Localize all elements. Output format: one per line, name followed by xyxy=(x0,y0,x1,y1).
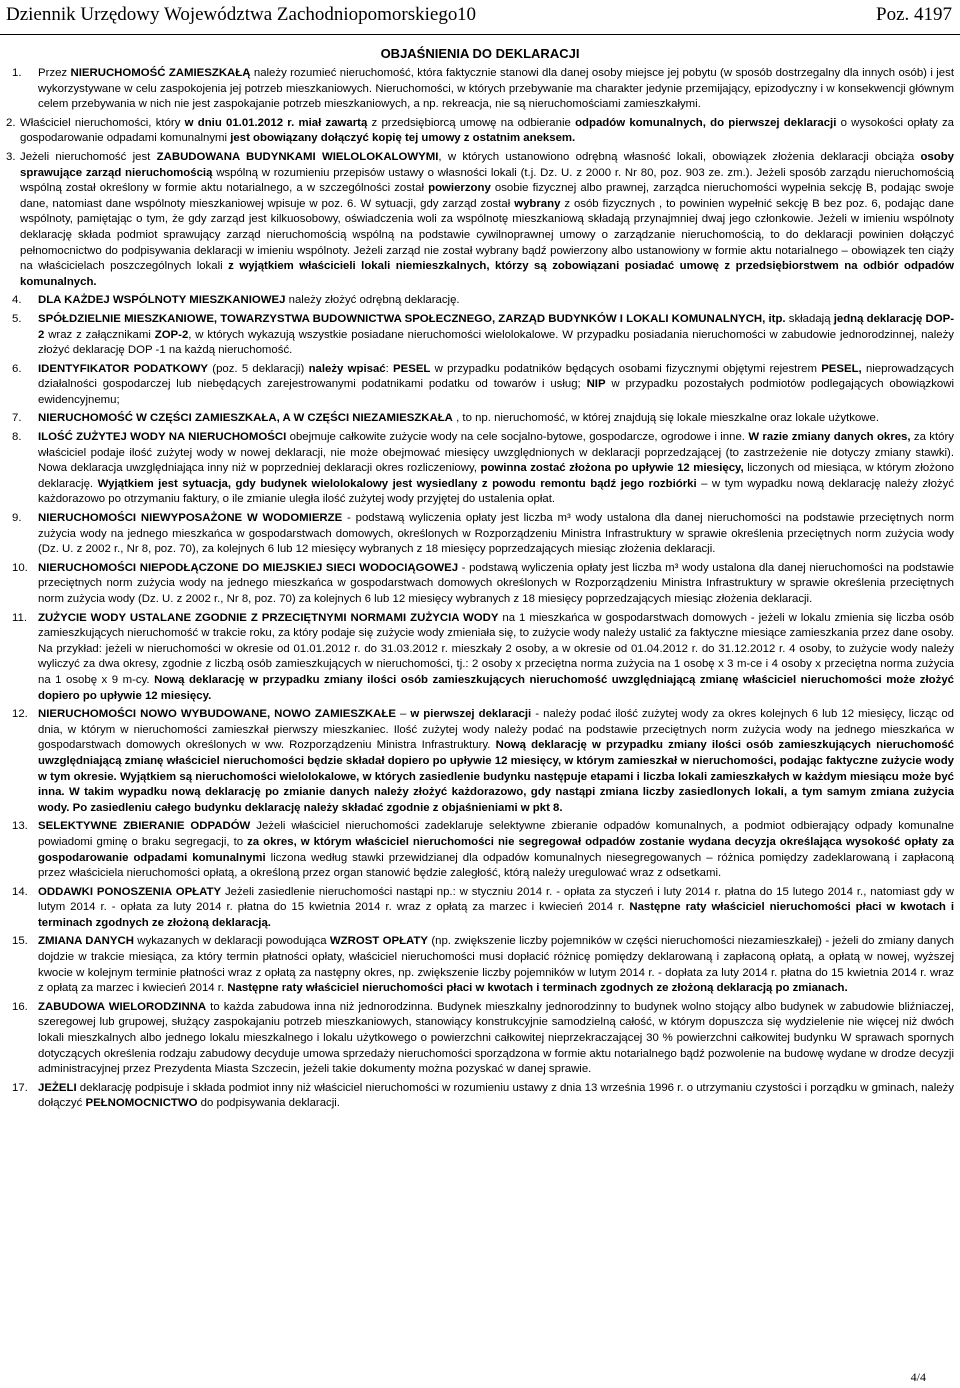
journal-title: Dziennik Urzędowy Województwa Zachodniopomorskiego xyxy=(6,4,458,25)
text-segment: Właściciel nieruchomości, który xyxy=(20,116,185,129)
item-text xyxy=(38,312,954,359)
bold-segment: Nową deklarację w przypadku zmiany ilości osób zamieszkujących nieruchomość uwzględniającą zmianę właściciel nieruchomości będzie składał dopiero po upływie 12 miesięcy, w którym zamieszkał w nieruchomości, podając faktyczne zużycie wody w tym okresie. Wyjątkiem są nieruchomości wielolokalowe, w których zasiedlenie budynku następuje etapami i liczba lokali zamieszkałych w każdym miesiącu może być inna. W takim wypadku nową deklarację po zmianie danych należy złożyć każdorazowo, gdy nastąpi zmiana liczby zasiedlonych lokali, a tym samym zmiana zużycia wody. Po zasiedleniu całego budynku deklarację należy składać zgodnie z objaśnieniami w pkt 8. xyxy=(38,739,954,814)
item-number: 7. xyxy=(12,412,22,425)
item-number: 4. xyxy=(12,294,22,307)
bold-segment: SELEKTYWNE ZBIERANIE ODPADÓW xyxy=(38,820,251,833)
item-number: 2. xyxy=(6,116,16,129)
bold-segment: ZABUDOWANA BUDYNKAMI WIELOLOKALOWYMI xyxy=(156,150,439,163)
text-segment: za który właściciel podaje ilość zużytej wody w nowej deklaracji, nie może obejmować miesięcy uwzględnionych w deklaracji poprzedzającej (to zastrzeżenie nie dotyczy zmiany stawki). Nowa deklaracja uwzględniająca inny niż w poprzedniej deklaracji okres rozliczeniowy, xyxy=(38,431,954,475)
text-segment: składają xyxy=(785,312,834,325)
bold-segment: za okres, w którym właściciel nieruchomości nie segregował odpadów zostanie wydana decyzja określająca wysokość opłaty za gospodarowanie odpadami komunalnymi xyxy=(38,835,955,864)
bold-segment: NIP xyxy=(586,378,606,391)
text-segment: z osób fizycznych , to powinien wypełnić sekcję B bez poz. 6, podając dane wspólnoty, pamiętając o tym, że gdy zarząd jest kilkuosobowy, oświadczenia woli za wspólnotę mieszkaniową składają przynajmniej dwaj jego członkowie. Jeżeli w imieniu wspólnoty deklarację składa podmiot sprawujący zarząd nieruchomością wspólną na podstawie cywilnoprawnej umowy o zarządzanie nieruchomością, to do deklaracji powinien dołączyć pełnomocnictwo do podpisywania deklaracji w imieniu wspólnoty. Jeżeli zarząd nie został wybrany bądź powierzony albo ustanowiony w formie aktu notarialnego – obowiązek ten ciąży na właścicielach poszczególnych lokali xyxy=(20,197,954,273)
item-number: 5. xyxy=(12,312,22,325)
item-number: 15. xyxy=(12,935,28,948)
bold-segment: ZUŻYCIE WODY USTALANE ZGODNIE Z PRZECIĘTNYMI NORMAMI ZUŻYCIA WODY xyxy=(38,611,499,624)
text-segment: Jeżeli właściciel nieruchomości zadeklaruje selektywne zbieranie odpadów komunalnych, a podmiot odbierający odpady komunalne powiadomi gminę o braku segregacji, to xyxy=(38,820,954,848)
bold-segment: należy wpisać xyxy=(308,362,386,375)
text-segment: liczona według stawki przewidzianej dla odpadów komunalnych niesegregowanych – różnica pomiędzy zadeklarowaną i zapłaconą przez właściciela nieruchomości opłatą, a określoną przez organ stanowić będzie zaległość, którą należy uregulować wraz z odsetkami. xyxy=(38,851,954,880)
bold-segment: powierzony xyxy=(428,182,491,195)
text-segment: wykazanych w deklaracji powodująca xyxy=(133,935,330,948)
explanation-item xyxy=(6,561,954,608)
text-segment: Jeżeli nieruchomość jest xyxy=(20,150,157,163)
item-number: 1. xyxy=(12,67,22,79)
bold-segment: ZMIANA DANYCH xyxy=(38,935,134,948)
item-number: 9. xyxy=(12,512,22,525)
bold-segment: NIERUCHOMOŚĆ W CZĘŚCI ZAMIESZKAŁA, A W CZĘŚCI NIEZAMIESZKAŁA xyxy=(38,412,453,425)
text-segment: , w których ustanowiono odrębną własność lokali, obowiązek złożenia deklaracji obciąża xyxy=(438,150,921,163)
position-number: Poz. 4197 xyxy=(876,4,952,25)
item-text xyxy=(38,611,954,705)
document-title: OBJAŚNIENIA DO DEKLARACJI xyxy=(380,46,580,61)
bold-segment: Następne raty właściciel nieruchomości płaci w kwotach i terminach zgodnych ze złożoną deklaracją po zmianach. xyxy=(227,982,848,995)
explanation-item xyxy=(6,150,954,290)
text-segment: należy złożyć odrębną deklarację. xyxy=(285,294,460,307)
item-text xyxy=(38,430,954,508)
page-header xyxy=(0,0,960,35)
explanation-item xyxy=(6,312,954,359)
page-number: 10 xyxy=(457,4,476,25)
text-segment: - podstawą wyliczenia opłaty jest liczba m³ wody ustalona dla danej nieruchomości na podstawie przeciętnych norm zużycia wody na jednego mieszkańca w gospodarstwach domowych, określonych w Rozporządzeniu Ministra Infrastruktury w sprawie określenia przeciętnych norm zużycia wody (Dz. U. z 2002 r., Nr 8, poz. 70), za kolejnych 6 lub 12 miesięcy wybranych z 18 miesięcy poprzedzających miesiąc złożenia deklaracji. xyxy=(38,512,954,556)
bold-segment: NIERUCHOMOŚCI NOWO WYBUDOWANE, NOWO ZAMIESZKAŁE xyxy=(38,708,396,721)
text-segment: na 1 mieszkańca w gospodarstwach domowych - jeżeli w lokalu zmienia się liczba osób zamieszkujących nieruchomość w trakcie roku, za który podaje się zużycie wody zmieniała się, to zużycie wody należy ustalić za faktyczne miesiące zamieszkania przez dane osoby. Na przykład: jeżeli w nieruchomości w okresie od 01.01.2012 r. do 31.03.2012 r. mieszkały 2 osoby, a w okresie od 01.04.2012 r. do 31.12.2012 r. 4 osoby, to zużycie wody należy wyliczyć za dwa okresy, zgodnie z liczbą osób zamieszkujących w nieruchomości, tj.: 2 osoby x przeciętna norma zużycia na 1 osobę x 3 m-ce i 4 osoby x przeciętna norma zużycia na 1 osobę x 9 m-cy. xyxy=(38,611,954,686)
explanation-item xyxy=(6,362,954,409)
item-text xyxy=(38,362,954,409)
explanation-item xyxy=(6,1081,954,1112)
bold-segment: NIERUCHOMOŚĆ ZAMIESZKAŁĄ xyxy=(70,67,251,79)
bold-segment: W razie zmiany danych okres, xyxy=(748,431,911,444)
text-segment: w przypadku podatników będących osobami fizycznymi objętymi rejestrem xyxy=(430,362,822,375)
text-segment: do podpisywania deklaracji. xyxy=(197,1097,340,1110)
item-text xyxy=(38,819,954,881)
text-segment: , to np. nieruchomość, w której znajdują się lokale mieszkalne oraz lokale użytkowe. xyxy=(452,412,879,425)
bold-segment: osoby sprawujące zarząd nieruchomością xyxy=(20,150,955,179)
bold-segment: w dniu 01.01.2012 r. miał zawartą xyxy=(184,116,368,129)
text-segment: z przedsiębiorcą umowę na odbieranie xyxy=(367,116,576,129)
text-segment: należy rozumieć nieruchomość, która faktycznie stanowi dla danej osoby miejsce jej pobytu (w sposób dostrzegalny dla innych osób) i jest wykorzystywane w celu zaspokojenia jej potrzeb mieszkaniowych. Nieruchomości, w których przebywanie ma charakter jedynie przemijający, epizodyczny i w konsekwencji głównym celem przebywania w nich nie jest zaspokajanie potrzeb mieszkaniowych, a np. rekreacja, nie są nieruchomościami zamieszkałymi. xyxy=(38,67,955,111)
item-number: 10. xyxy=(12,561,28,574)
bold-segment: w pierwszej deklaracji xyxy=(410,708,532,721)
item-number: 16. xyxy=(12,1000,28,1013)
bold-segment: PESEL xyxy=(393,362,431,375)
text-segment: deklarację podpisuje i składa podmiot inny niż właściciel nieruchomości w rozumieniu ustawy z dnia 13 września 1996 r. o utrzymaniu czystości i porządku w gminach, należy dołączyć xyxy=(38,1081,954,1110)
bold-segment: ILOŚĆ ZUŻYTEJ WODY NA NIERUCHOMOŚCI xyxy=(38,431,287,444)
item-text xyxy=(38,293,954,309)
text-segment: nieprowadzących działalności gospodarczej lub niebędących zarejestrowanymi podatnikami podatku od towarów i usług; xyxy=(38,362,954,391)
bold-segment: SPÓŁDZIELNIE MIESZKANIOWE, TOWARZYSTWA BUDOWNICTWA SPOŁECZNEGO, ZARZĄD BUDYNKÓW I LOKALI KOMUNALNYCH, itp. xyxy=(38,312,786,325)
item-text xyxy=(20,150,954,290)
item-number: 6. xyxy=(12,362,22,375)
text-segment: : xyxy=(385,362,394,375)
item-number: 12. xyxy=(12,708,28,721)
explanation-item xyxy=(6,934,954,996)
explanation-item xyxy=(6,819,954,881)
bold-segment: PESEL, xyxy=(821,362,862,375)
bold-segment: JEŻELI xyxy=(38,1081,77,1094)
text-segment: to każda zabudowa inna niż jednorodzinna. Budynek mieszkalny jednorodzinny to budynek wolno stojący albo budynek w zabudowie bliźniaczej, szeregowej lub grupowej, służący zaspokajaniu potrzeb mieszkaniowych, stanowiący konstrukcyjnie samodzielną całość, w którym dopuszcza się wydzielenie nie więcej niż dwóch lokali mieszkalnych albo jednego lokalu mieszkalnego i lokalu użytkowego o powierzchni całkowitej nieprzekraczającej 30 % powierzchni całkowitej budynku W sprawach spornych dotyczących określenia rodzaju zabudowy decyduje umowa sprzedaży nieruchomości sporządzona w formie aktu notarialnego bądź pozwolenie na budowę wydane w drodze decyzji administracyjnej przez Prezydenta Miasta Szczecin, jeżeli takie dokumenty można pozyskać w danej sprawie. xyxy=(38,1000,954,1076)
item-text xyxy=(38,885,954,932)
item-text xyxy=(38,707,954,816)
explanation-item xyxy=(6,116,954,147)
bold-segment: z wyjątkiem właścicieli lokali niemieszkalnych, którzy są zobowiązani posiadać umowę z przedsiębiorstwem na odbiór odpadów komunalnych. xyxy=(20,260,954,288)
bold-segment: Nową deklarację w przypadku zmiany ilości osób zamieszkujących nieruchomość uwzględniającą zmianę właściciel nieruchomości może złożyć dopiero po upływie 12 miesięcy. xyxy=(38,673,954,702)
item-text xyxy=(20,116,954,147)
explanation-item xyxy=(6,66,954,113)
text-segment: liczonych od miesiąca, w którym złożono deklarację. xyxy=(38,462,954,490)
item-text xyxy=(38,411,954,427)
bold-segment: NIERUCHOMOŚCI NIEPODŁĄCZONE DO MIEJSKIEJ SIECI WODOCIĄGOWEJ xyxy=(38,561,459,574)
bold-segment: WZROST OPŁATY xyxy=(329,935,428,948)
item-text xyxy=(38,511,954,558)
text-segment: w przypadku pozostałych podmiotów podlegających obowiązkowi ewidencyjnemu; xyxy=(38,378,954,406)
text-segment: - podstawą wyliczenia opłaty jest liczba m³ wody ustalona dla danej nieruchomości na podstawie przeciętnych norm zużycia wody na jednego mieszkańca w gospodarstwach domowych określonych w Rozporządzeniu Ministra Infrastruktury w sprawie określenia przeciętnych norm zużycia wody (Dz. U. z 2002 r., Nr 8, poz. 70) za kolejnych 6 lub 12 miesięcy wybranych z 18 miesięcy poprzedzających miesiąc złożenia deklaracji. xyxy=(38,561,954,605)
bold-segment: PEŁNOMOCNICTWO xyxy=(85,1097,198,1110)
item-text xyxy=(38,1000,954,1078)
item-number: 14. xyxy=(12,885,28,898)
explanation-item xyxy=(6,707,954,816)
item-number: 11. xyxy=(12,611,27,624)
explanation-item xyxy=(6,511,954,558)
explanation-item xyxy=(6,1000,954,1078)
item-text xyxy=(38,66,954,113)
text-segment: – xyxy=(395,708,411,721)
explanation-item xyxy=(6,430,954,508)
bold-segment: ZOP-2 xyxy=(154,328,189,341)
text-segment: (np. zwiększenie liczby pojemników w części nieruchomości niezamieszkałej) - jeżeli do zmiany danych dojdzie w trakcie miesiąca, za który termin płatności opłaty, właściciel nieruchomości musi dopłacić różnicę pomiędzy deklarowaną i zapłaconą opłatą, a opłatą w nowej, wyższej kwocie w kolejnym terminie płatności wraz z opłatą za następny okres, np. zwiększenie liczby pojemników w lutym 2014 r. - dopłata za luty 2014 r. płatna do 15 kwietnia 2014 r. wraz z opłatą za marzec i kwiecień 2014 r. xyxy=(38,935,954,995)
text-segment: Przez xyxy=(38,67,71,79)
text-segment: osobie fizycznej albo prawnej, zarządca nieruchomości wypełnia sekcję B, podając swoje dane, natomiast dane wspólnoty mieszkaniowej wpisuje w poz. 6. W sytuacji, gdy zarząd został xyxy=(20,182,954,210)
bold-segment: ZABUDOWA WIELORODZINNA xyxy=(38,1000,207,1013)
explanation-item xyxy=(6,611,954,705)
bold-segment: odpadów komunalnych, do pierwszej deklaracji xyxy=(575,116,837,129)
text-segment: Jeżeli zasiedlenie nieruchomości nastąpi np.: w styczniu 2014 r. - opłata za styczeń i luty 2014 r. płatna do 15 lutego 2014 r., natomiast gdy w lutym 2014 r. - opłata za luty 2014 r. płatna do 15 kwietnia 2014 r. wraz z opłatą za marzec i kwiecień 2014 r. xyxy=(38,885,954,914)
item-number: 17. xyxy=(12,1081,28,1094)
explanation-item xyxy=(6,293,954,309)
explanations-list xyxy=(6,66,954,1115)
bold-segment: DLA KAŻDEJ WSPÓLNOTY MIESZKANIOWEJ xyxy=(38,294,286,307)
bold-segment: NIERUCHOMOŚCI NIEWYPOSAŻONE W WODOMIERZE xyxy=(38,512,343,525)
text-segment: o wysokości opłaty za gospodarowanie odpadami komunalnymi xyxy=(20,116,954,145)
bold-segment: ODDAWKI PONOSZENIA OPŁATY xyxy=(38,885,222,898)
item-text xyxy=(38,1081,954,1112)
text-segment: – w tym wypadku nową deklarację należy złożyć każdorazowo po otrzymaniu faktury, o ile zmianie uległa ilość zużytej wody przyjętej do ustalenia opłat. xyxy=(38,477,954,506)
bold-segment: IDENTYFIKATOR PODATKOWY xyxy=(38,362,209,375)
item-text xyxy=(38,934,954,996)
text-segment: , w których wykazują wszystkie posiadane nieruchomości wielolokalowe. W przypadku posiadania nieruchomości w zabudowie jednorodzinnej, należy złożyć deklarację DOP -1 na każdą nieruchomość. xyxy=(38,328,955,357)
text-segment: wraz z załącznikami xyxy=(44,328,155,341)
item-number: 13. xyxy=(12,820,28,833)
bold-segment: powinna zostać złożona po upływie 12 miesięcy, xyxy=(480,462,744,475)
text-segment: - należy podać ilość zużytej wody za okres kolejnych 6 lub 12 miesięcy, licząc od dnia, w którym w nieruchomości zamieszkał pierwszy mieszkaniec. Ilość zużytej wody należy podać na podstawie przeciętnych norm zużycia wody na jednego mieszkańca w gospodarstwach domowych określonych w ww. Rozporządzeniu Ministra Infrastruktury. xyxy=(38,708,955,752)
item-number: 8. xyxy=(12,431,22,444)
item-number: 3. xyxy=(6,150,16,163)
explanation-item xyxy=(6,411,954,427)
page-indicator: 4/4 xyxy=(910,1370,926,1384)
explanation-item xyxy=(6,885,954,932)
text-segment: (poz. 5 deklaracji) xyxy=(208,362,309,375)
item-text xyxy=(38,561,954,608)
bold-segment: Następne raty właściciel nieruchomości płaci w kwotach i terminach zgodnych ze złożoną deklaracją. xyxy=(38,901,955,929)
text-segment: wspólną w rozumieniu przepisów ustawy o własności lokali (t.j. Dz. U. z 2000 r. Nr 80, poz. 903 ze. zm.). Jeżeli sposób zarządu nieruchomością wspólną został określony w formie aktu notarialnego, a w szczególności został xyxy=(20,166,955,195)
bold-segment: Wyjątkiem jest sytuacja, gdy budynek wielolokalowy jest wysiedlany z powodu remontu bądź jego rozbiórki xyxy=(97,477,697,490)
text-segment: obejmuje całkowite zużycie wody na cele socjalno-bytowe, gospodarcze, ogrodowe i inne. xyxy=(286,431,749,444)
bold-segment: wybrany xyxy=(514,197,561,210)
bold-segment: jedną deklarację DOP-2 xyxy=(38,312,955,341)
bold-segment: jest obowiązany dołączyć kopię tej umowy z ostatnim aneksem. xyxy=(230,132,576,145)
